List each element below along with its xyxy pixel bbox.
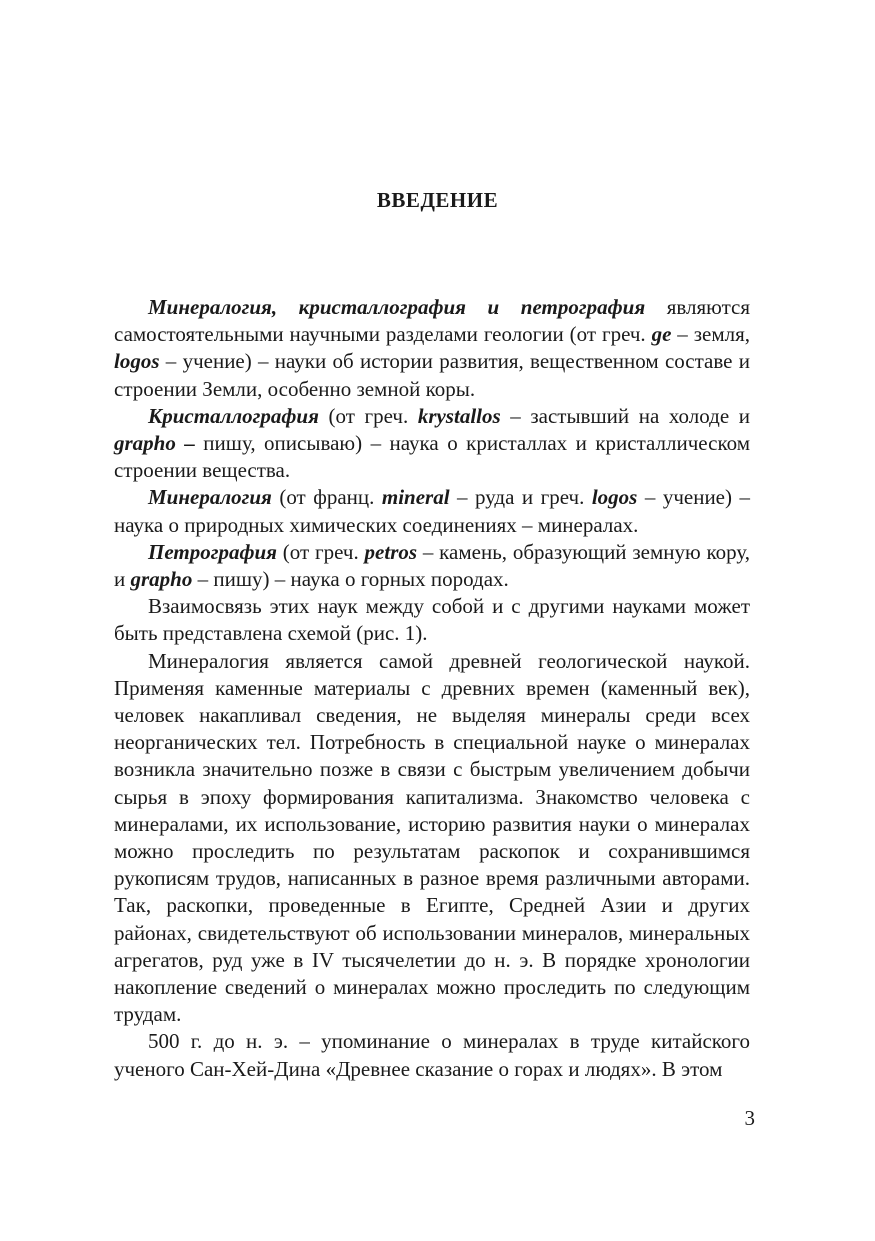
greek-word-petros: petros bbox=[364, 539, 418, 564]
greek-word-krystallos: krystallos bbox=[417, 403, 501, 428]
paragraph-crystallography bbox=[114, 403, 750, 485]
term-mineralogy-crystallography-petrography: Минералогия, кристаллография и петрография bbox=[148, 295, 646, 319]
body-text bbox=[114, 294, 750, 1083]
paragraph-text: – учение) – наука о природных химических соединениях – минералах. bbox=[114, 485, 750, 537]
paragraph-text: (от греч. bbox=[277, 539, 365, 564]
paragraph-text: – камень, образующий земную кору, и bbox=[114, 539, 750, 592]
greek-word-logos: logos bbox=[591, 485, 638, 510]
paragraph-text: – пишу) – наука о горных породах. bbox=[192, 567, 509, 592]
paragraph-interrelation: Взаимосвязь этих наук между собой и с другими науками может быть представлена схемой (рис. 1). bbox=[114, 594, 750, 646]
paragraph-text: – застывший на холоде и bbox=[500, 403, 750, 428]
paragraph-text: – учение) – науки об истории развития, вещественном составе и строении Земли, особенно земной коры. bbox=[114, 349, 750, 401]
term-crystallography: Кристаллография bbox=[148, 403, 319, 428]
paragraph-text: пишу, описываю) – наука о кристаллах и кристаллическом строении вещества. bbox=[114, 431, 750, 483]
paragraph-history: Минералогия является самой древней геологической наукой. Применяя каменные материалы с древних времен (каменный век), человек накапливал сведения, не выделяя минералы среди всех неорганических тел. Потребность в специальной науке о минералах возникла значительно позже в связи с быстрым увеличением добычи сырья в эпоху формирования капитализма. Знакомство человека с минералами, их использование, историю развития науки о минералах можно проследить по результатам раскопок и сохранившимся рукописям трудов, написанных в разное время различными авторами. Так, раскопки, проведенные в Египте, Средней Азии и других районах, свидетельствуют об использовании минералов, минеральных агрегатов, руд уже в IV тысячелетии до н. э. В порядке хронологии накопление сведений о минералах можно проследить по следующим трудам. bbox=[114, 648, 750, 1027]
chapter-heading: ВВЕДЕНИЕ bbox=[376, 188, 499, 212]
paragraph-500bc: 500 г. до н. э. – упоминание о минералах в труде китайского ученого Сан-Хей-Дина «Древнее сказание о горах и людях». В этом bbox=[114, 1029, 750, 1081]
paragraph-mineralogy bbox=[114, 484, 750, 538]
greek-word-grapho: grapho bbox=[130, 567, 193, 592]
greek-word-logos: logos bbox=[114, 349, 160, 374]
french-word-mineral: mineral bbox=[381, 485, 450, 510]
term-petrography: Петрография bbox=[148, 539, 277, 564]
paragraph-text: – земля, bbox=[671, 322, 750, 347]
greek-word-ge: ge bbox=[651, 322, 672, 347]
paragraph-text: (от франц. bbox=[271, 485, 382, 510]
term-mineralogy: Минералогия bbox=[148, 485, 272, 510]
paragraph-text: являются самостоятельными научными разделами геологии (от греч. bbox=[114, 295, 750, 347]
paragraph-petrography bbox=[114, 539, 750, 593]
greek-word-grapho: grapho – bbox=[114, 431, 195, 456]
paragraph-definitions-intro bbox=[114, 294, 750, 403]
paragraph-text: – руда и греч. bbox=[449, 485, 592, 510]
page-number: 3 bbox=[744, 1106, 755, 1130]
paragraph-text: (от греч. bbox=[318, 403, 418, 428]
